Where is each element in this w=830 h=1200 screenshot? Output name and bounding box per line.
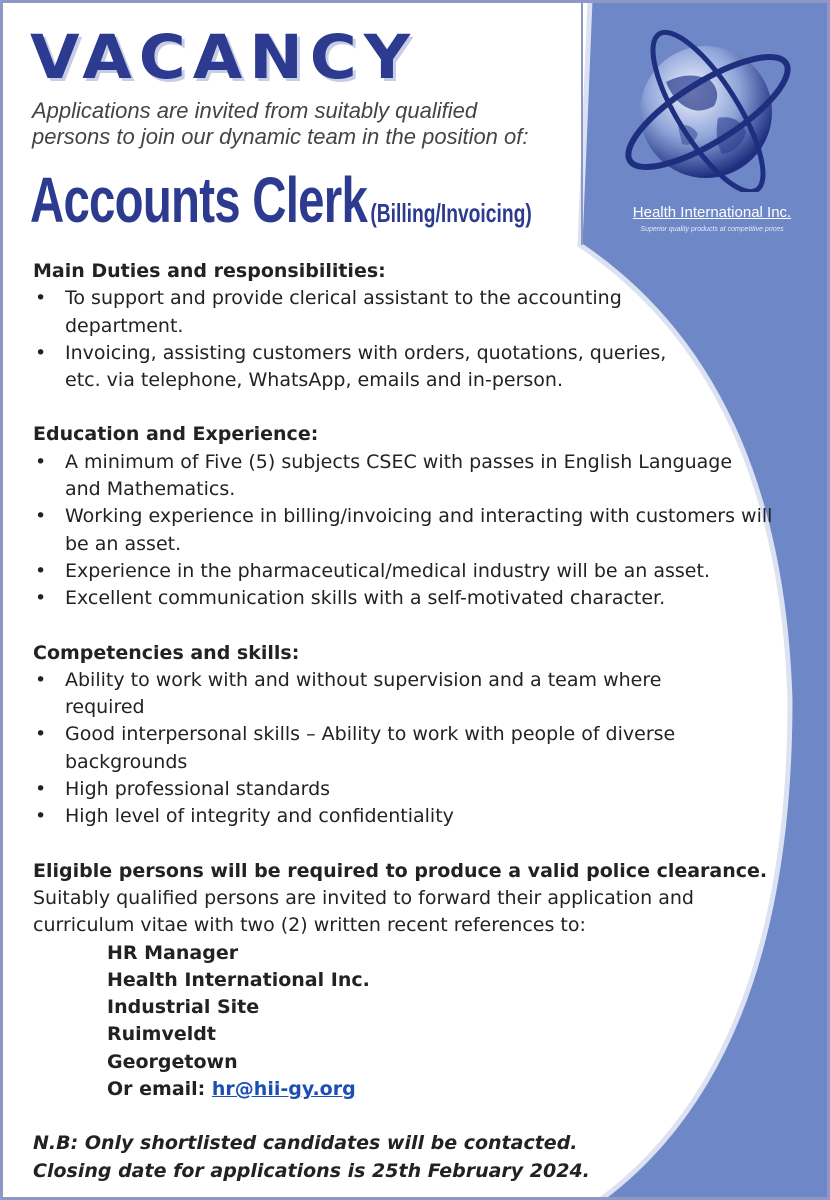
list-item: • Experience in the pharmaceutical/medical industry will be an asset.	[33, 558, 773, 585]
list-item: • A minimum of Five (5) subjects CSEC with passes in English Language and Mathematics.	[33, 449, 773, 504]
list-item: • Good interpersonal skills – Ability to work with people of diverse backgrounds	[33, 721, 733, 776]
intro-text: Applications are invited from suitably qualified persons to join our dynamic team in the position of:	[32, 98, 529, 149]
list-item: • Excellent communication skills with a self-motivated character.	[33, 585, 773, 612]
email-link[interactable]: hr@hii-gy.org	[211, 1078, 356, 1101]
education-list	[33, 449, 773, 613]
closing-date-note: Closing date for applications is 25th February 2024.	[33, 1159, 590, 1182]
address-line: HR Manager	[107, 941, 239, 964]
section-heading-competencies: Competencies and skills:	[33, 641, 300, 664]
police-clearance-requirement: Eligible persons will be required to produce a valid police clearance.	[33, 859, 768, 882]
address-line: Ruimveldt	[107, 1023, 216, 1046]
company-tagline: Superior quality products at competitive prices	[640, 226, 784, 233]
list-item: • To support and provide clerical assistant to the accounting department.	[33, 285, 668, 340]
shortlist-note: N.B: Only shortlisted candidates will be contacted.	[33, 1132, 578, 1155]
application-instructions: Suitably qualified persons are invited to forward their application and curriculum vitae with two (2) written recent references to:	[33, 886, 694, 937]
vacancy-heading: VACANCY	[30, 22, 418, 94]
position-title: Accounts Clerk	[30, 164, 368, 236]
address-line: Health International Inc.	[107, 968, 370, 991]
competencies-list	[33, 667, 733, 831]
address-line: Georgetown	[107, 1050, 238, 1073]
list-item: • Invoicing, assisting customers with orders, quotations, queries, etc. via telephone, WhatsApp, emails and in-person.	[33, 340, 668, 395]
list-item: • High level of integrity and confidentiality	[33, 803, 733, 830]
company-name: Health International Inc.	[632, 204, 792, 221]
email-line	[33, 1076, 793, 1103]
globe-logo-icon	[618, 22, 798, 192]
list-item: • Working experience in billing/invoicing and interacting with customers will be an asset.	[33, 503, 773, 558]
job-title	[30, 160, 532, 258]
section-heading-education: Education and Experience:	[33, 423, 319, 446]
duties-list	[33, 285, 668, 394]
address-line: Industrial Site	[107, 996, 260, 1019]
list-item: • Ability to work with and without supervision and a team where required	[33, 667, 733, 722]
position-subtitle: (Billing/Invoicing)	[370, 198, 532, 228]
job-details	[33, 258, 793, 1185]
section-heading-duties: Main Duties and responsibilities:	[33, 260, 386, 282]
list-item: • High professional standards	[33, 776, 733, 803]
email-label: Or email:	[107, 1078, 206, 1101]
